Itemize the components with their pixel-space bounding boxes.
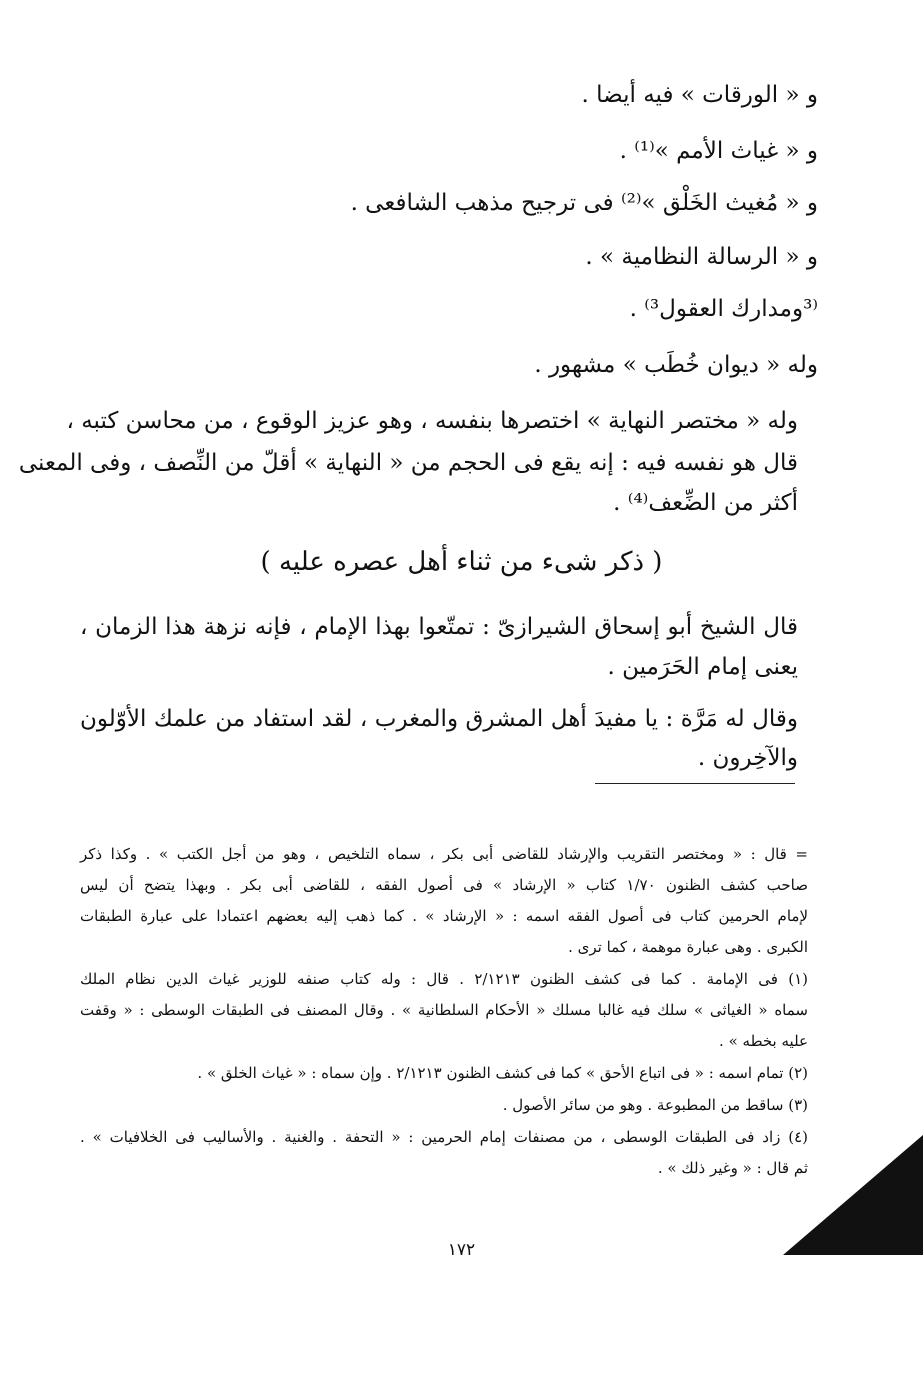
footnote-2: (٢) تمام اسمه : « فى اتباع الأحق » كما فى كشف الظنون ٢/١٢١٣ . وإن سماه : « غياث الخلق » .	[197, 1064, 808, 1082]
paragraph2-line2: يعنى إمام الحَرَمين .	[607, 654, 798, 680]
page-corner-mark	[783, 1135, 923, 1255]
paragraph2-line1: قال الشيخ أبو إسحاق الشيرازىّ : تمتّعوا بهذا الإمام ، فإنه نزهة هذا الزمان ،	[80, 614, 798, 640]
page-number: ١٧٢	[447, 1240, 476, 1260]
paragraph1-line3: أكثر من الضِّعف⁽⁴⁾ .	[613, 490, 798, 516]
footnote-separator	[595, 783, 795, 784]
paragraph1-line1: وله « مختصر النهاية » اختصرها بنفسه ، وهو عزيز الوقوع ، من محاسن كتبه ،	[66, 408, 798, 434]
list-line-diwan-khutab: وله « ديوان خُطَب » مشهور .	[534, 352, 818, 378]
footnote-line: الكبرى . وهى عبارة موهمة ، كما ترى .	[568, 938, 808, 956]
footnote-line: عليه بخطه » .	[719, 1032, 808, 1050]
footnote-line: لإمام الحرمين كتاب فى أصول الفقه اسمه : « الإرشاد » . كما ذهب إليه بعضهم اعتمادا على عبارة الطبقات	[80, 907, 808, 925]
list-line-madarik-al-uqul: ⁽³ومدارك العقول³⁾ .	[629, 296, 818, 322]
paragraph3-line1: وقال له مَرَّة : يا مفيدَ أهل المشرق والمغرب ، لقد استفاد من علمك الأوّلون	[80, 706, 798, 732]
footnote-3: (٣) ساقط من المطبوعة . وهو من سائر الأصول .	[502, 1096, 808, 1114]
list-line-waraqat: و « الورقات » فيه أيضا .	[581, 82, 818, 108]
list-line-risala-nizamiya: و « الرسالة النظامية » .	[585, 244, 818, 270]
section-heading: ( ذكر شىء من ثناء أهل عصره عليه )	[260, 547, 663, 577]
footnote-4: (٤) زاد فى الطبقات الوسطى ، من مصنفات إمام الحرمين : « التحفة . والغنية . والأساليب فى الخلافيات » .	[80, 1128, 808, 1146]
footnote-1: (١) فى الإمامة . كما فى كشف الظنون ٢/١٢١٣ . قال : وله كتاب صنفه للوزير غياث الدين نظام الملك	[80, 970, 808, 988]
footnote-line: = قال : « ومختصر التقريب والإرشاد للقاضى أبى بكر ، سماه التلخيص ، وهو من أجل الكتب » . وكذا ذكر	[80, 845, 808, 863]
list-line-ghiyath-al-umam: و « غياث الأمم »⁽¹⁾ .	[619, 138, 818, 164]
footnote-line: ثم قال : « وغير ذلك » .	[657, 1159, 808, 1177]
footnote-line: سماه « الغياثى » سلك فيه غالبا مسلك « الأحكام السلطانية » . وقال المصنف فى الطبقات الوسطى : « وقفت	[80, 1001, 808, 1019]
list-line-mughith-al-khalq: و « مُغيث الخَلْق »⁽²⁾ فى ترجيح مذهب الشافعى .	[350, 190, 818, 216]
paragraph1-line2: قال هو نفسه فيه : إنه يقع فى الحجم من « النهاية » أقلّ من النِّصف ، وفى المعنى	[18, 450, 798, 476]
paragraph3-line2: والآخِرون .	[697, 745, 798, 771]
footnote-line: صاحب كشف الظنون ١/٧٠ كتاب « الإرشاد » فى أصول الفقه ، للقاضى أبى بكر . وبهذا يتضح أن ليس	[80, 876, 808, 894]
